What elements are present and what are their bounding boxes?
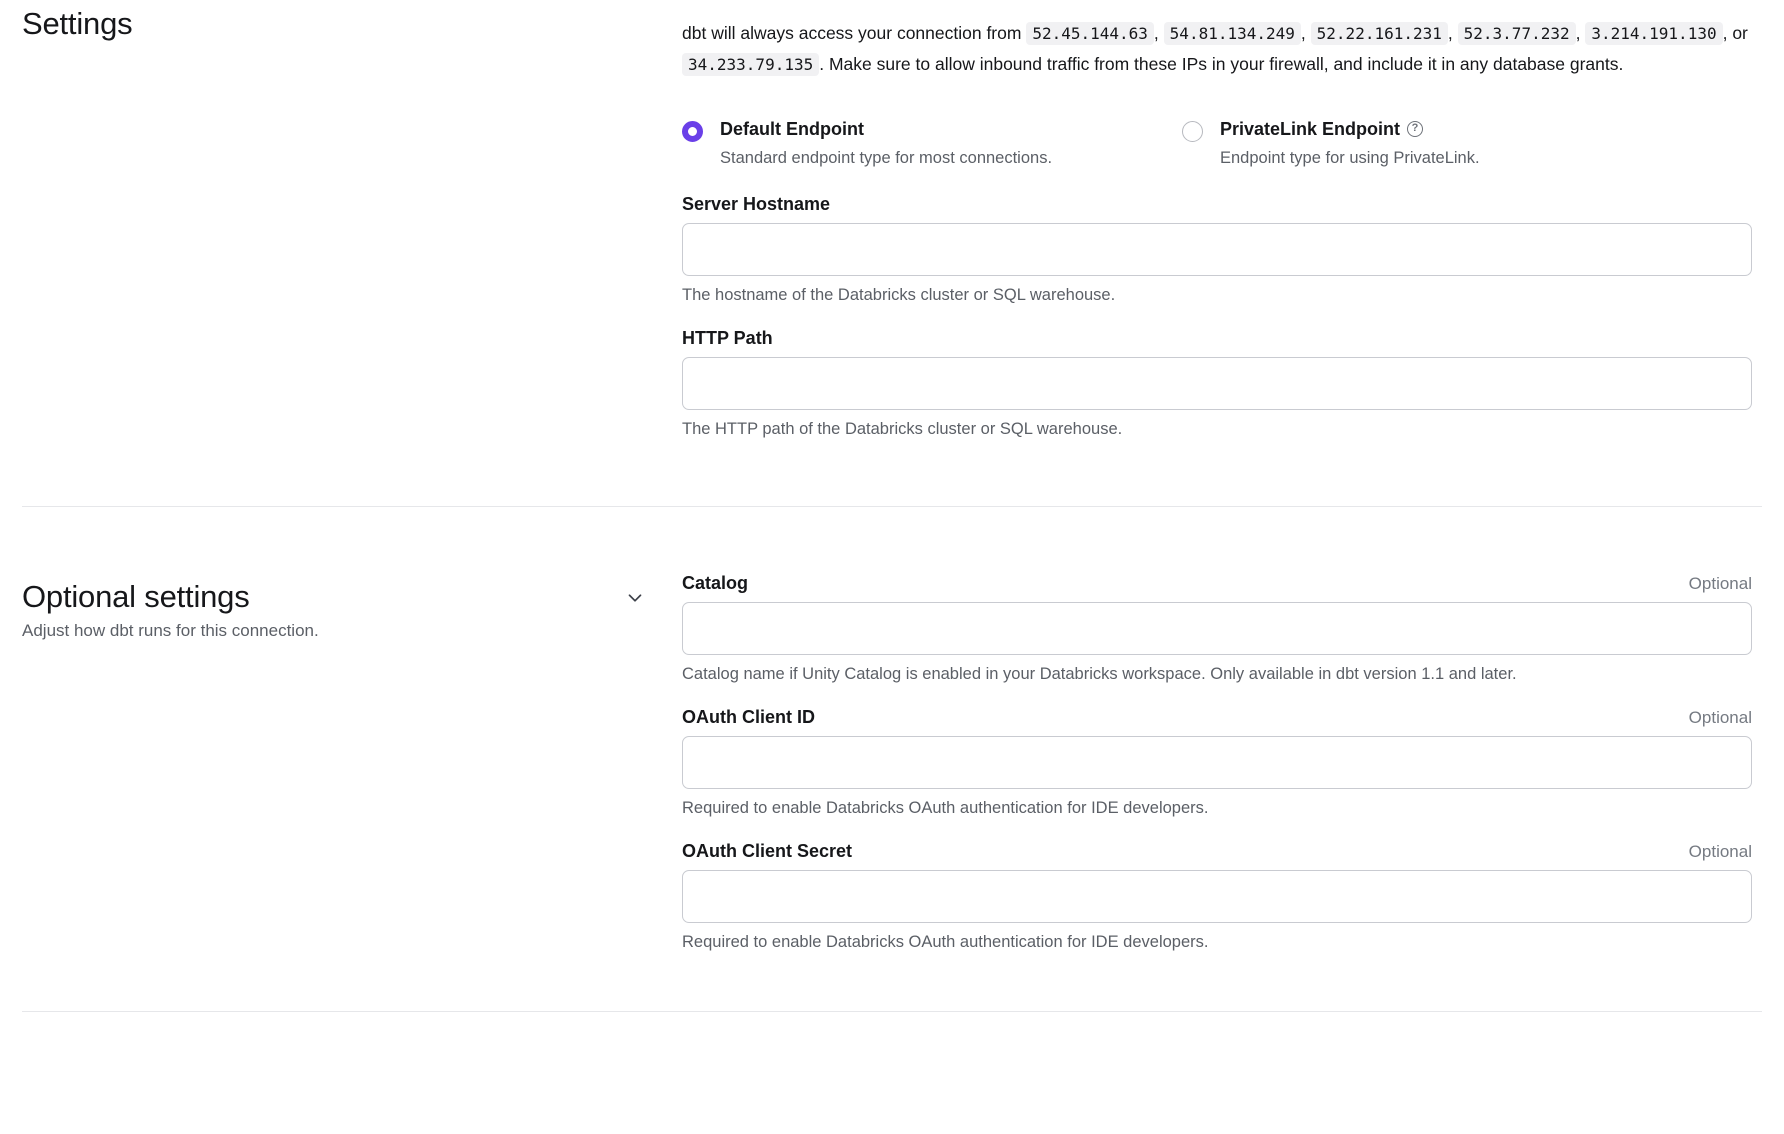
ip-allowlist-note bbox=[682, 18, 1752, 80]
page-title: Settings bbox=[22, 6, 133, 41]
field-catalog-label: Catalog bbox=[682, 572, 749, 593]
ip-sep-4: , bbox=[1575, 22, 1581, 43]
radio-default-endpoint[interactable] bbox=[682, 118, 1182, 168]
http-path-input[interactable] bbox=[682, 357, 1752, 410]
field-catalog-head bbox=[682, 573, 1752, 602]
settings-section-body bbox=[682, 0, 1762, 462]
ip-address-3: 52.22.161.231 bbox=[1311, 22, 1448, 45]
ip-note-suffix: . Make sure to allow inbound traffic from these IPs in your firewall, and include it in any database grants. bbox=[819, 53, 1624, 74]
optional-settings-body bbox=[682, 573, 1762, 975]
field-server-hostname-label: Server Hostname bbox=[682, 193, 831, 214]
optional-settings-section bbox=[22, 573, 1762, 975]
catalog-input[interactable] bbox=[682, 602, 1752, 655]
ip-or-word: , or bbox=[1722, 22, 1748, 43]
field-http-path-label: HTTP Path bbox=[682, 327, 773, 348]
ip-address-2: 54.81.134.249 bbox=[1164, 22, 1301, 45]
oauth-client-secret-input[interactable] bbox=[682, 870, 1752, 923]
ip-sep-2: , bbox=[1300, 22, 1306, 43]
radio-privatelink-endpoint-label-row bbox=[1220, 118, 1480, 140]
radio-default-endpoint-label: Default Endpoint bbox=[720, 118, 864, 139]
field-server-hostname-help: The hostname of the Databricks cluster or SQL warehouse. bbox=[682, 285, 1116, 304]
optional-settings-header bbox=[22, 573, 682, 641]
radio-privatelink-endpoint-label: PrivateLink Endpoint bbox=[1220, 118, 1401, 139]
field-oauth-client-secret-help: Required to enable Databricks OAuth authentication for IDE developers. bbox=[682, 932, 1209, 951]
radio-privatelink-endpoint-description: Endpoint type for using PrivateLink. bbox=[1220, 148, 1480, 167]
radio-default-endpoint-label-row bbox=[720, 118, 1052, 140]
endpoint-type-radio-group bbox=[682, 118, 1752, 168]
settings-section bbox=[22, 0, 1762, 462]
chevron-down-icon[interactable] bbox=[624, 587, 646, 609]
radio-default-endpoint-mark[interactable] bbox=[682, 121, 703, 142]
field-oauth-client-id-optional-badge: Optional bbox=[1688, 707, 1752, 727]
radio-privatelink-endpoint-mark[interactable] bbox=[1182, 121, 1203, 142]
radio-default-endpoint-description: Standard endpoint type for most connections. bbox=[720, 148, 1053, 167]
field-http-path-help: The HTTP path of the Databricks cluster or SQL warehouse. bbox=[682, 419, 1123, 438]
field-oauth-client-id-help: Required to enable Databricks OAuth authentication for IDE developers. bbox=[682, 798, 1209, 817]
ip-address-6: 34.233.79.135 bbox=[682, 53, 819, 76]
field-catalog-help: Catalog name if Unity Catalog is enabled in your Databricks workspace. Only available in dbt version 1.1 and later. bbox=[682, 664, 1517, 683]
field-oauth-client-secret bbox=[682, 841, 1752, 953]
field-catalog bbox=[682, 573, 1752, 685]
section-gap bbox=[22, 507, 1762, 573]
help-icon[interactable]: ? bbox=[1407, 121, 1423, 137]
field-oauth-client-secret-head bbox=[682, 841, 1752, 870]
optional-settings-title: Optional settings bbox=[22, 578, 250, 614]
bottom-gap bbox=[22, 975, 1762, 1011]
ip-address-5: 3.214.191.130 bbox=[1585, 22, 1722, 45]
field-server-hostname bbox=[682, 194, 1752, 306]
ip-address-4: 52.3.77.232 bbox=[1458, 22, 1576, 45]
field-oauth-client-secret-optional-badge: Optional bbox=[1688, 841, 1752, 861]
field-oauth-client-secret-label: OAuth Client Secret bbox=[682, 840, 853, 861]
ip-sep-1: , bbox=[1153, 22, 1159, 43]
optional-settings-subtitle: Adjust how dbt runs for this connection. bbox=[22, 620, 319, 640]
server-hostname-input[interactable] bbox=[682, 223, 1752, 276]
settings-section-header bbox=[22, 0, 682, 42]
field-oauth-client-id-label: OAuth Client ID bbox=[682, 706, 815, 727]
field-oauth-client-id bbox=[682, 707, 1752, 819]
ip-note-prefix: dbt will always access your connection from bbox=[682, 22, 1022, 43]
ip-address-1: 52.45.144.63 bbox=[1026, 22, 1154, 45]
radio-privatelink-endpoint[interactable] bbox=[1182, 118, 1682, 168]
field-http-path-head bbox=[682, 328, 1752, 357]
field-oauth-client-id-head bbox=[682, 707, 1752, 736]
bottom-divider bbox=[22, 1011, 1762, 1012]
field-http-path bbox=[682, 328, 1752, 440]
field-server-hostname-head bbox=[682, 194, 1752, 223]
field-catalog-optional-badge: Optional bbox=[1688, 573, 1752, 593]
ip-sep-3: , bbox=[1447, 22, 1453, 43]
oauth-client-id-input[interactable] bbox=[682, 736, 1752, 789]
